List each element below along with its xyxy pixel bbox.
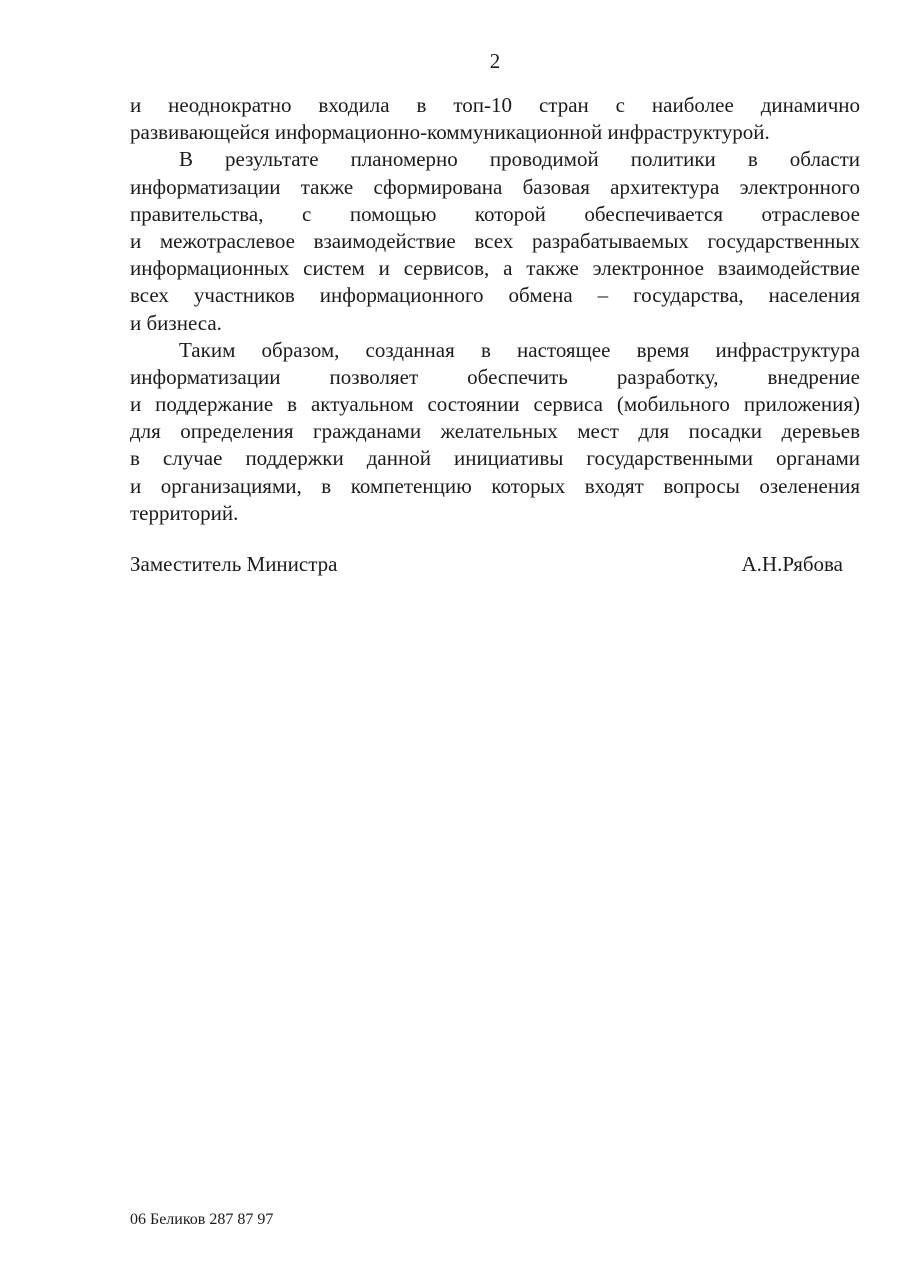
text-line: и бизнеса. (130, 310, 222, 335)
text-line: в случае поддержки данной инициативы государственными органами (130, 446, 860, 471)
page-number: 2 (489, 49, 501, 73)
text-line: территорий. (130, 500, 239, 525)
page-content (130, 48, 860, 578)
text-line: и неоднократно входила в топ-10 стран с наиболее динамично (130, 93, 860, 117)
text-line: Таким образом, созданная в настоящее время инфраструктура (179, 337, 860, 362)
text-line: и межотраслевое взаимодействие всех разрабатываемых государственных (130, 228, 860, 253)
text-line: и поддержание в актуальном состоянии сервиса (мобильного приложения) (130, 392, 860, 417)
signature-name: А.Н.Рябова (741, 552, 843, 576)
text-line: информационных систем и сервисов, а также электронное взаимодействие (130, 256, 860, 281)
text-line: информатизации также сформирована базовая архитектура электронного (130, 174, 860, 199)
signature-row (130, 551, 860, 578)
text-line: и организациями, в компетенцию которых входят вопросы озеленения (130, 473, 860, 498)
footer-contact: 06 Беликов 287 87 97 (130, 1211, 274, 1228)
document-body (130, 92, 860, 527)
signature-title: Заместитель Министра (130, 552, 338, 576)
text-line: информатизации позволяет обеспечить разработку, внедрение (130, 364, 860, 389)
text-line: В результате планомерно проводимой политики в области (179, 147, 860, 172)
text-line: всех участников информационного обмена – государства, населения (130, 283, 860, 308)
text-line: правительства, с помощью которой обеспечивается отраслевое (130, 201, 860, 226)
text-line: для определения гражданами желательных мест для посадки деревьев (130, 419, 860, 444)
text-line: развивающейся информационно-коммуникационной инфраструктурой. (130, 120, 770, 145)
